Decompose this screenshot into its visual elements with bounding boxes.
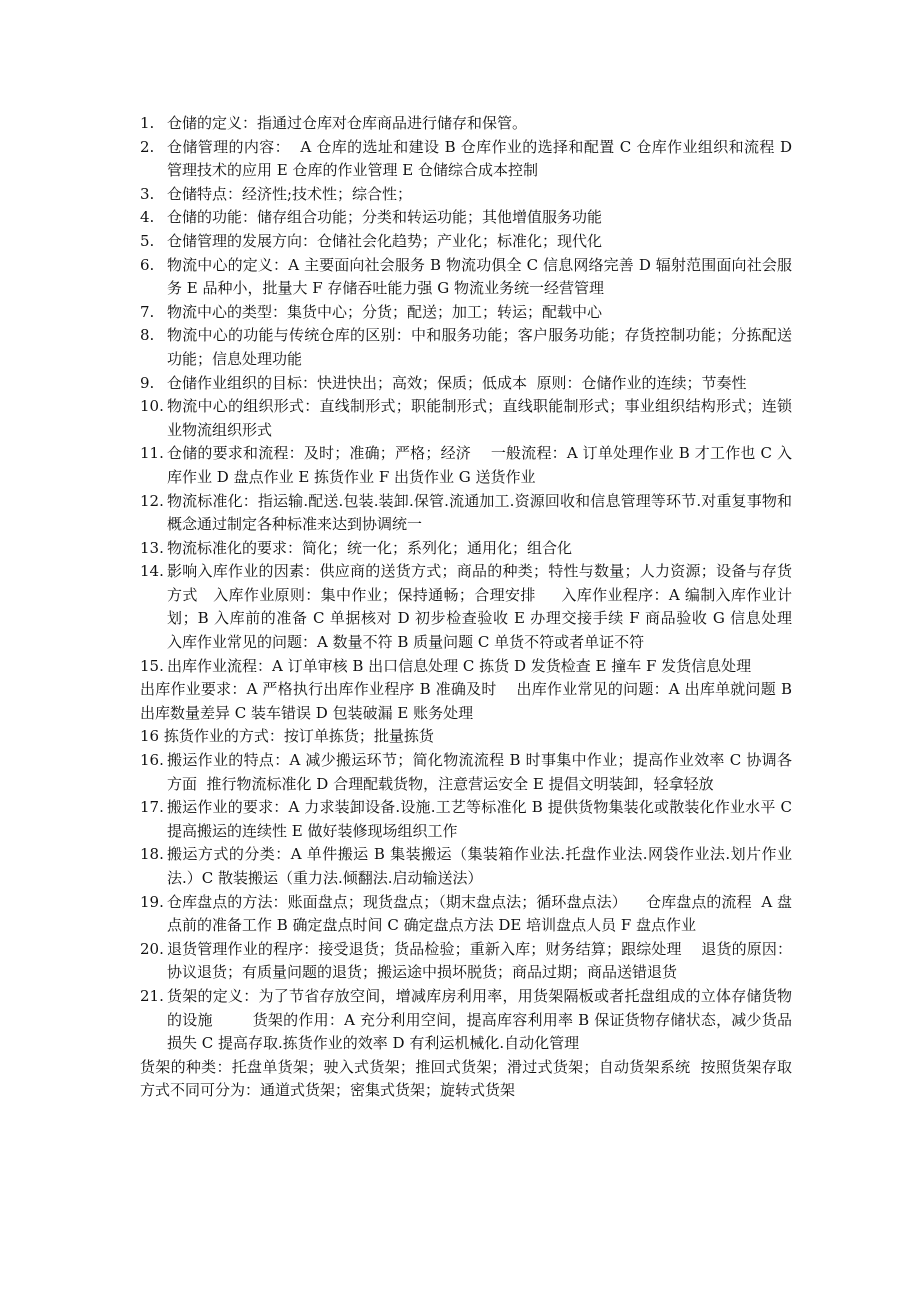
list-item-number: 20. bbox=[140, 939, 164, 958]
list-item-text: 退货管理作业的程序：接受退货；货品检验；重新入库；财务结算；跟综处理 退货的原因：协议退货；有质量问题的退货；搬运途中损坏脱货；商品过期；商品送错退货 bbox=[167, 939, 792, 982]
list-item-text: 物流标准化的要求：简化；统一化；系列化；通用化；组合化 bbox=[167, 538, 573, 557]
list-item-number: 2. bbox=[140, 137, 155, 156]
list-item-number: 8. bbox=[140, 326, 155, 345]
list-item-number: 18. bbox=[140, 845, 164, 864]
list-item-number: 16. bbox=[140, 751, 164, 770]
list-item-text: 搬运方式的分类：A 单件搬运 B 集装搬运（集装箱作业法.托盘作业法.网袋作业法.划片作业法.）C 散装搬运（重力法.倾翻法.启动输送法） bbox=[167, 845, 792, 887]
list-item bbox=[140, 206, 792, 230]
list-item bbox=[140, 112, 792, 136]
list-item-text: 仓储管理的发展方向：仓储社会化趋势；产业化；标准化；现代化 bbox=[167, 231, 603, 250]
list-item-text: 仓储作业组织的目标：快进快出；高效；保质；低成本 原则：仓储作业的连续；节奏性 bbox=[167, 373, 747, 392]
list-item-text: 物流中心的定义：A 主要面向社会服务 B 物流功俱全 C 信息网络完善 D 辐射范围面向社会服务 E 品种小，批量大 F 存储吞吐能力强 G 物流业务统一经营管理 bbox=[167, 255, 792, 298]
list-item-text: 出库作业流程：A 订单审核 B 出口信息处理 C 拣货 D 发货检查 E 撞车 F 发货信息处理 bbox=[167, 656, 752, 675]
list-item-text: 物流标准化：指运输.配送.包装.装卸.保管.流通加工.资源回收和信息管理等环节.对重复事物和概念通过制定各种标准来达到协调统一 bbox=[167, 491, 792, 534]
list-item-text: 搬运作业的要求：A 力求装卸设备.设施.工艺等标准化 B 提供货物集装化或散装化作业水平 C 提高搬运的连续性 E 做好装修现场组织工作 bbox=[167, 798, 797, 840]
paragraph-picking-methods: 16 拣货作业的方式：按订单拣货；批量拣货 bbox=[140, 727, 434, 746]
list-item bbox=[140, 891, 792, 938]
list-item-text: 仓储特点：经济性;技术性；综合性； bbox=[167, 184, 413, 203]
list-item bbox=[140, 324, 792, 371]
list-item bbox=[140, 442, 792, 489]
list-item bbox=[140, 230, 792, 254]
list-item bbox=[140, 560, 831, 654]
list-item bbox=[140, 136, 797, 183]
numbered-list-continued bbox=[140, 749, 797, 1056]
list-item-number: 13. bbox=[140, 538, 164, 557]
list-item bbox=[140, 301, 792, 325]
list-item-number: 15. bbox=[140, 656, 164, 675]
list-item-number: 17. bbox=[140, 798, 164, 817]
list-item bbox=[140, 938, 792, 985]
list-item-text: 物流中心的类型：集货中心；分货；配送；加工；转运；配载中心 bbox=[167, 302, 603, 321]
list-item-text: 仓储的定义：指通过仓库对仓库商品进行储存和保管。 bbox=[167, 114, 528, 132]
list-item-number: 12. bbox=[140, 491, 164, 510]
list-item-text: 物流中心的功能与传统仓库的区别：中和服务功能；客户服务功能；存货控制功能；分拣配送功能；信息处理功能 bbox=[167, 326, 792, 368]
list-item-number: 10. bbox=[140, 397, 164, 416]
list-item-number: 3. bbox=[140, 184, 155, 203]
list-item-text: 搬运作业的特点：A 减少搬运环节；简化物流流程 B 时事集中作业；提高作业效率 C 协调各方面 推行物流标准化 D 合理配载货物，注意营运安全 E 提倡文明装卸，轻拿轻放 bbox=[167, 751, 792, 793]
list-item-number: 19. bbox=[140, 892, 164, 911]
list-item bbox=[140, 490, 792, 537]
list-item bbox=[140, 537, 792, 561]
list-item bbox=[140, 254, 792, 301]
numbered-list bbox=[140, 112, 831, 678]
list-item-text: 仓储的功能：储存组合功能；分类和转运功能；其他增值服务功能 bbox=[167, 208, 603, 227]
list-item-number: 5. bbox=[140, 231, 155, 250]
list-item-number: 21. bbox=[140, 986, 164, 1005]
list-item-text: 物流中心的组织形式：直线制形式；职能制形式；直线职能制形式；事业组织结构形式；连锁业物流组织形式 bbox=[167, 397, 792, 439]
paragraph-shelf-types: 货架的种类：托盘单货架；驶入式货架；推回式货架；滑过式货架；自动货架系统 按照货架存取方式不同可分为：通道式货架；密集式货架；旋转式货架 bbox=[140, 1057, 792, 1100]
list-item-number: 9. bbox=[140, 373, 155, 392]
paragraph-outbound-requirements: 出库作业要求：A 严格执行出库作业程序 B 准确及时 出库作业常见的问题：A 出库单就问题 B 出库数量差异 C 装车错误 D 包装破漏 E 账务处理 bbox=[140, 680, 797, 722]
list-item-number: 14. bbox=[140, 562, 164, 581]
document-content bbox=[140, 112, 831, 1103]
list-item-number: 6. bbox=[140, 255, 155, 274]
list-item-text: 影响入库作业的因素：供应商的送货方式；商品的种类；特性与数量；人力资源；设备与存货方式 入库作业原则：集中作业；保持通畅；合理安排 入库作业程序：A 编制入库作业计划；B 入库前的准备 C 单据核对 D 初步检查验收 E 办理交接手续 F 商品验收 G 信息处理 入库作业常见的问题：A 数量不符 B 质量问题 C 单货不符或者单证不符 bbox=[167, 562, 831, 652]
list-item bbox=[140, 843, 792, 890]
list-item-text: 货架的定义：为了节省存放空间，增减库房利用率，用货架隔板或者托盘组成的立体存储货物的设施 货架的作用：A 充分利用空间，提高库容利用率 B 保证货物存储状态，减少货品损失 C 提高存取.拣货作业的效率 D 有利运机械化.自动化管理 bbox=[167, 986, 792, 1053]
list-item bbox=[140, 372, 792, 396]
list-item-number: 7. bbox=[140, 302, 155, 321]
list-item bbox=[140, 655, 792, 679]
list-item-text: 仓库盘点的方法：账面盘点；现货盘点；（期末盘点法；循环盘点法） 仓库盘点的流程 A 盘点前的准备工作 B 确定盘点时间 C 确定盘点方法 DE 培训盘点人员 F 盘点作业 bbox=[167, 892, 792, 935]
list-item-number: 4. bbox=[140, 208, 155, 227]
list-item-text: 仓储的要求和流程：及时；准确；严格；经济 一般流程：A 订单处理作业 B 才工作也 C 入库作业 D 盘点作业 E 拣货作业 F 出货作业 G 送货作业 bbox=[167, 444, 792, 486]
list-item-number: 11. bbox=[140, 444, 164, 463]
list-item-text: 仓储管理的内容： A 仓库的选址和建设 B 仓库作业的选择和配置 C 仓库作业组织和流程 D 管理技术的应用 E 仓库的作业管理 E 仓储综合成本控制 bbox=[167, 137, 797, 180]
list-item bbox=[140, 796, 797, 843]
list-item bbox=[140, 985, 792, 1056]
list-item-number: 1. bbox=[140, 114, 155, 132]
list-item bbox=[140, 395, 792, 442]
list-item bbox=[140, 749, 792, 796]
list-item bbox=[140, 183, 792, 207]
